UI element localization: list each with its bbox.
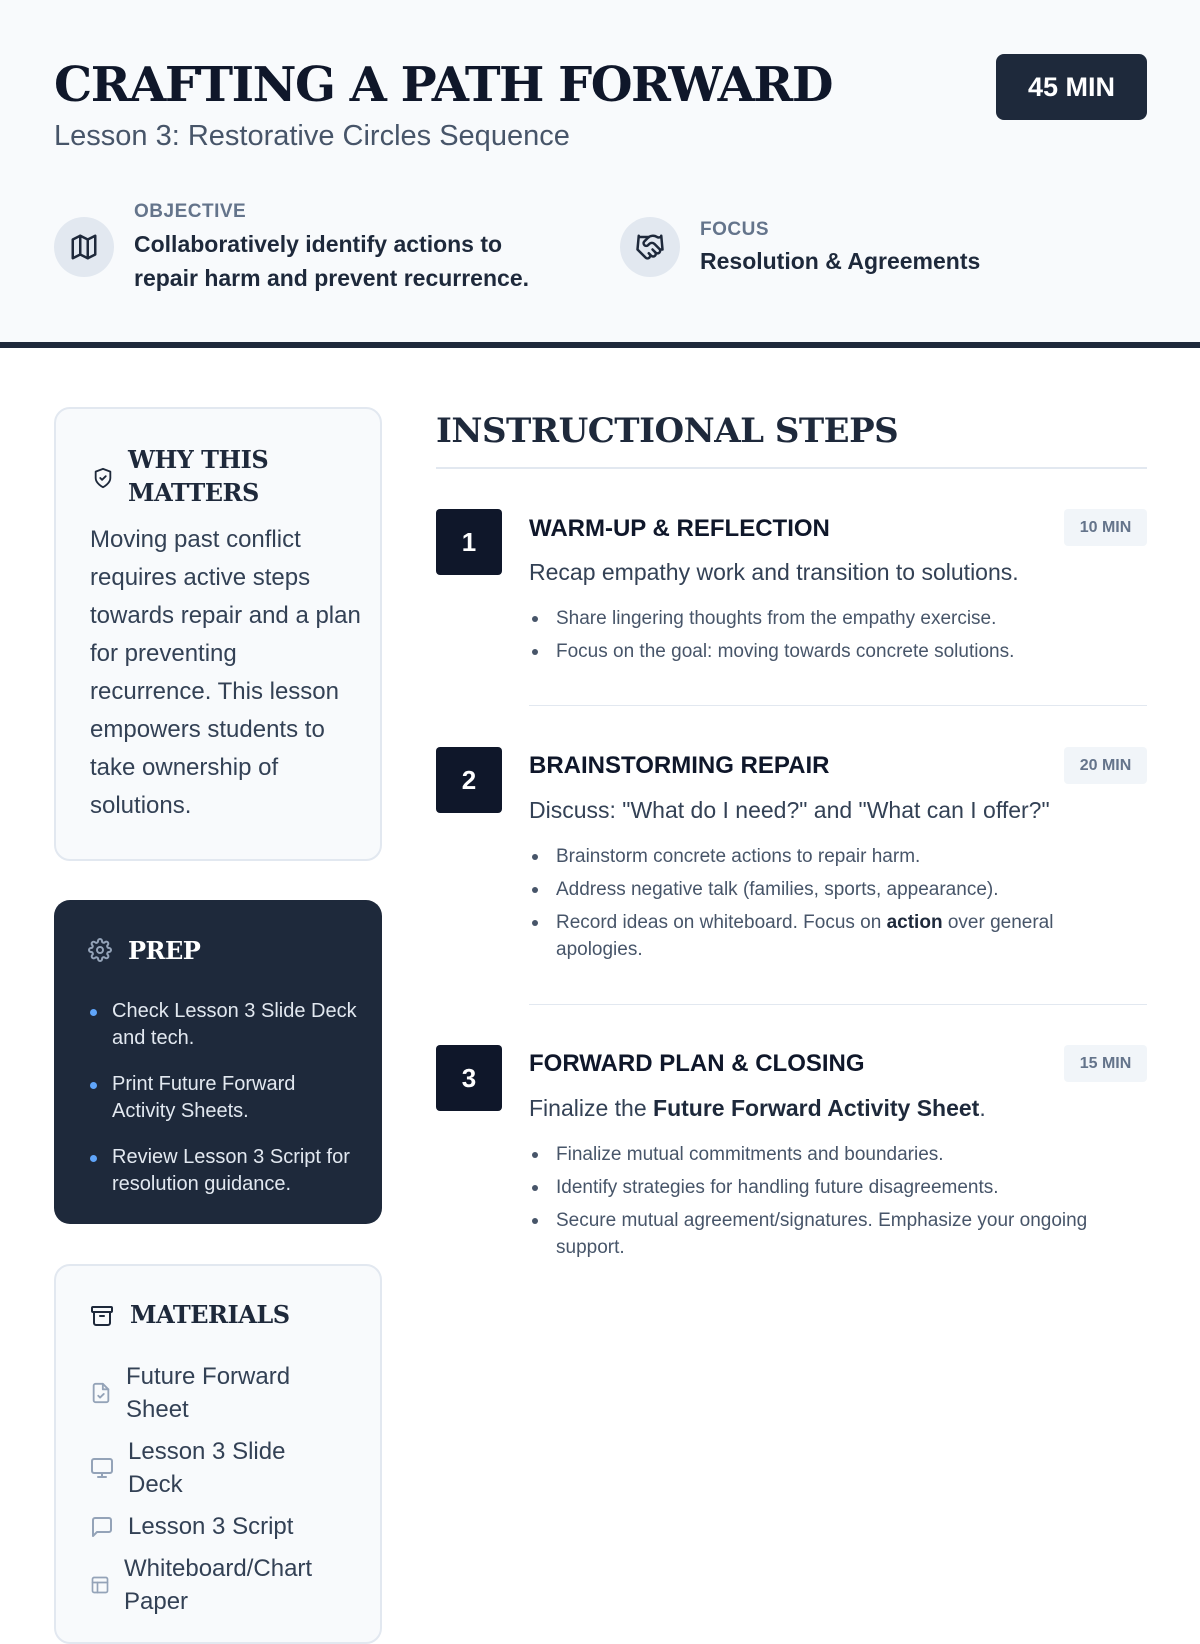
map-icon [54, 217, 114, 277]
step-time-badge: 15 MIN [1064, 1045, 1147, 1082]
desc-text: Finalize the [529, 1095, 654, 1121]
prep-item: Print Future Forward Activity Sheets. [88, 1071, 358, 1125]
focus-label: FOCUS [700, 219, 769, 240]
step-number: 1 [436, 509, 502, 575]
objective-text-line2: repair harm and prevent recurrence. [134, 265, 529, 291]
lesson-header [0, 0, 1200, 348]
step-bullets [529, 1141, 1119, 1267]
list-item: Secure mutual agreement/signatures. Emphasize your ongoing support. [529, 1207, 1119, 1261]
message-square-icon [90, 1515, 114, 1539]
why-title-line2: MATTERS [128, 478, 259, 507]
list-item: Brainstorm concrete actions to repair harm. [529, 843, 1119, 870]
why-this-matters-card [54, 407, 382, 861]
materials-card [54, 1264, 382, 1644]
material-label: Lesson 3 Slide Deck [128, 1438, 286, 1498]
page-subtitle: Lesson 3: Restorative Circles Sequence [54, 120, 570, 152]
step-time-badge: 10 MIN [1064, 509, 1147, 546]
gear-icon [88, 938, 112, 962]
divider [529, 1004, 1147, 1005]
step-bullets [529, 605, 1119, 671]
list-item: Finalize mutual commitments and boundaries. [529, 1141, 1119, 1168]
step-description: Discuss: "What do I need?" and "What can I offer?" [529, 797, 1050, 823]
list-item: Share lingering thoughts from the empathy exercise. [529, 605, 1119, 632]
why-description: Moving past conflict requires active steps towards repair and a plan for preventing recurrence. This lesson empowers students to take ownership of solutions. [90, 526, 361, 819]
prep-item: Review Lesson 3 Script for resolution guidance. [88, 1144, 358, 1198]
duration-badge: 45 MIN [996, 54, 1147, 120]
materials-list [90, 1360, 360, 1627]
step-number: 3 [436, 1045, 502, 1111]
archive-icon [90, 1304, 114, 1328]
material-label: Whiteboard/Chart Paper [124, 1555, 313, 1615]
page-title: CRAFTING A PATH FORWARD [54, 57, 832, 113]
bullet-text: Record ideas on whiteboard. Focus on [556, 912, 887, 933]
layout-icon [90, 1575, 110, 1595]
monitor-icon [90, 1456, 114, 1480]
bullet-emphasis: action [886, 912, 943, 933]
prep-item: Check Lesson 3 Slide Deck and tech. [88, 998, 358, 1052]
list-item [90, 1552, 360, 1618]
list-item: Identify strategies for handling future disagreements. [529, 1174, 1119, 1201]
list-item [90, 1510, 360, 1543]
objective-label: OBJECTIVE [134, 201, 247, 222]
list-item [90, 1360, 360, 1426]
step-title: BRAINSTORMING REPAIR [529, 752, 830, 779]
materials-title: MATERIALS [130, 1300, 290, 1329]
prep-list [88, 998, 358, 1217]
file-check-icon [90, 1382, 112, 1404]
step-title: WARM-UP & REFLECTION [529, 515, 830, 542]
step-time-badge: 20 MIN [1064, 747, 1147, 784]
list-item [529, 909, 1119, 963]
desc-emphasis: Future Forward Activity Sheet [653, 1095, 980, 1121]
prep-card [54, 900, 382, 1224]
step-description: Recap empathy work and transition to solutions. [529, 559, 1019, 585]
list-item: Address negative talk (families, sports, appearance). [529, 876, 1119, 903]
shield-check-icon [92, 467, 114, 489]
section-title: INSTRUCTIONAL STEPS [436, 411, 899, 451]
why-title-line1: WHY THIS [128, 445, 269, 474]
material-label: Lesson 3 Script [128, 1513, 294, 1540]
step-bullets [529, 843, 1119, 969]
step-title: FORWARD PLAN & CLOSING [529, 1050, 865, 1077]
objective-text-line1: Collaboratively identify actions to [134, 231, 503, 257]
list-item [90, 1435, 360, 1501]
focus-value: Resolution & Agreements [700, 248, 981, 274]
divider [436, 467, 1147, 469]
desc-text: . [979, 1095, 986, 1121]
divider [529, 705, 1147, 706]
step-description [529, 1093, 986, 1123]
step-number: 2 [436, 747, 502, 813]
bullet-text: over general apologies. [556, 912, 1054, 960]
list-item: Focus on the goal: moving towards concrete solutions. [529, 638, 1119, 665]
material-label: Future Forward Sheet [126, 1363, 291, 1423]
handshake-icon [620, 217, 680, 277]
prep-title: PREP [128, 936, 201, 965]
